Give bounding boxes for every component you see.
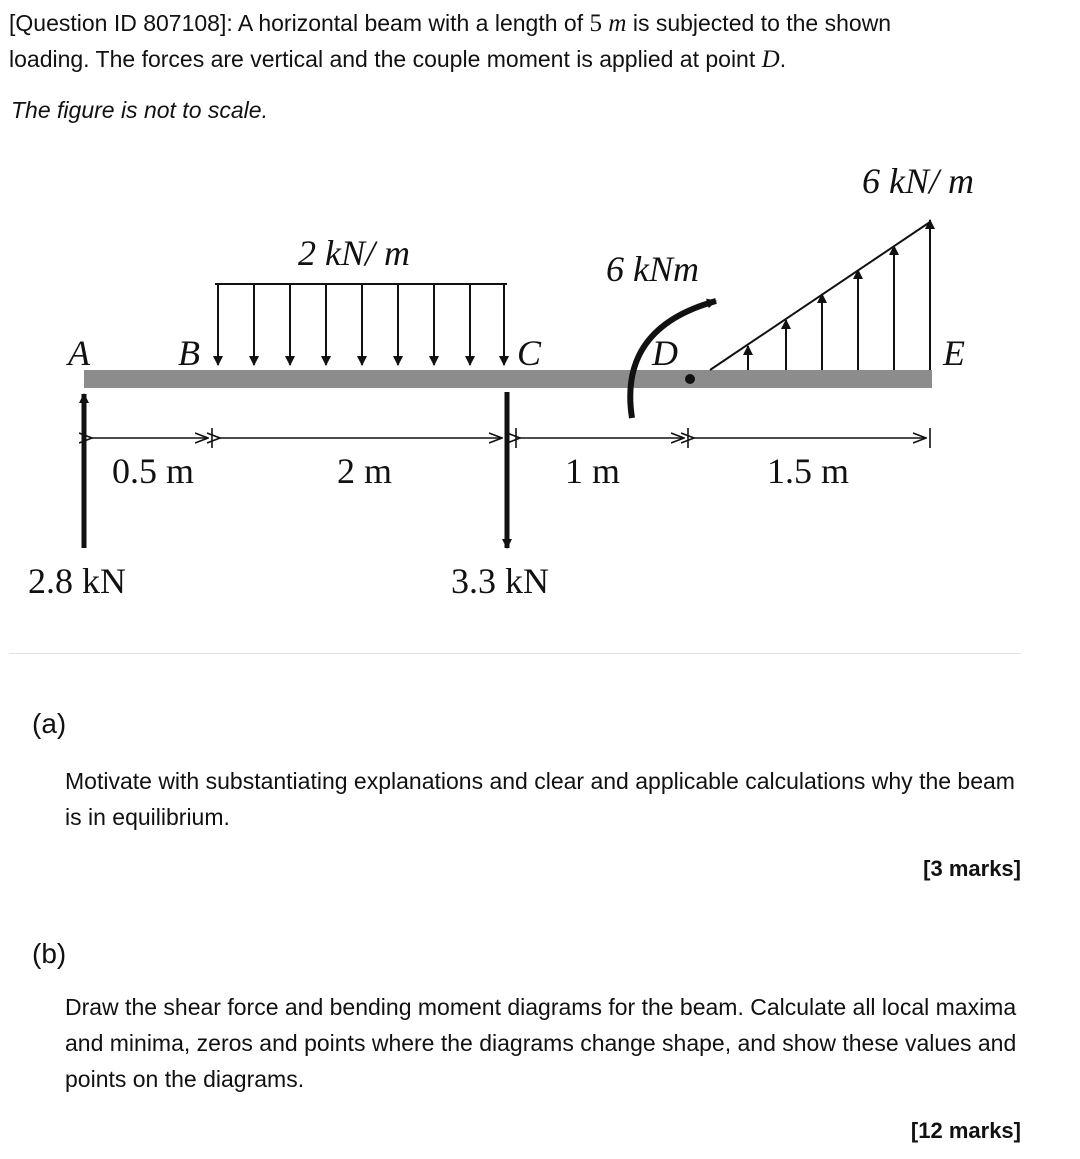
beam-diagram: [0, 140, 1080, 610]
part-b-text: Draw the shear force and bending moment diagrams for the beam. Calculate all local maxima and minima, zeros and points where the diagrams change shape, and show these values and points on the diagrams.: [65, 994, 1017, 1092]
beam-length-unit: m: [608, 10, 627, 37]
question-text-prefix: [Question ID 807108]: A horizontal beam with a length of: [9, 10, 590, 36]
part-a-label: (a): [32, 708, 67, 739]
question-text-suffix: is subjected to the shown: [626, 10, 892, 36]
triangular-distributed-load: [710, 220, 930, 370]
dimension-cd-label: 1 m: [565, 451, 621, 491]
question-text-prefix-2: loading. The forces are vertical and the couple moment is applied at point: [9, 46, 762, 72]
dimension-bc-label: 2 m: [337, 451, 393, 491]
uniform-distributed-load: [215, 284, 507, 365]
dimension-de-label: 1.5 m: [767, 451, 850, 491]
couple-moment-label: 6 kNm: [606, 249, 699, 289]
beam-length-value: 5: [589, 10, 602, 37]
part-b-label: (b): [32, 938, 67, 969]
point-e-label: E: [943, 333, 965, 373]
part-a-marks: [3 marks]: [923, 856, 1021, 881]
dimension-ab-label: 0.5 m: [112, 451, 195, 491]
point-c-label: C: [517, 333, 542, 373]
reaction-a-label: 2.8 kN: [28, 561, 126, 601]
point-d-marker: [685, 374, 695, 384]
question-statement-line-1: [9, 10, 891, 38]
part-a-text: Motivate with substantiating explanations and clear and applicable calculations why the beam is in equilibrium.: [65, 768, 1015, 830]
point-b-label: B: [178, 333, 200, 373]
beam: [84, 370, 932, 388]
triangular-load-label: 6 kN/ m: [862, 161, 974, 201]
section-divider: [9, 653, 1021, 654]
point-d-label: D: [652, 333, 678, 373]
question-statement-line-2: [9, 46, 786, 74]
dimension-lines: [92, 428, 930, 448]
part-b-marks: [12 marks]: [910, 1118, 1021, 1143]
point-load-c-label: 3.3 kN: [451, 561, 549, 601]
udl-label: 2 kN/ m: [298, 233, 410, 273]
question-text-suffix-2: .: [779, 46, 787, 72]
point-d-reference: D: [761, 46, 780, 73]
scale-note: The figure is not to scale.: [11, 97, 268, 123]
point-a-label: A: [68, 333, 90, 373]
